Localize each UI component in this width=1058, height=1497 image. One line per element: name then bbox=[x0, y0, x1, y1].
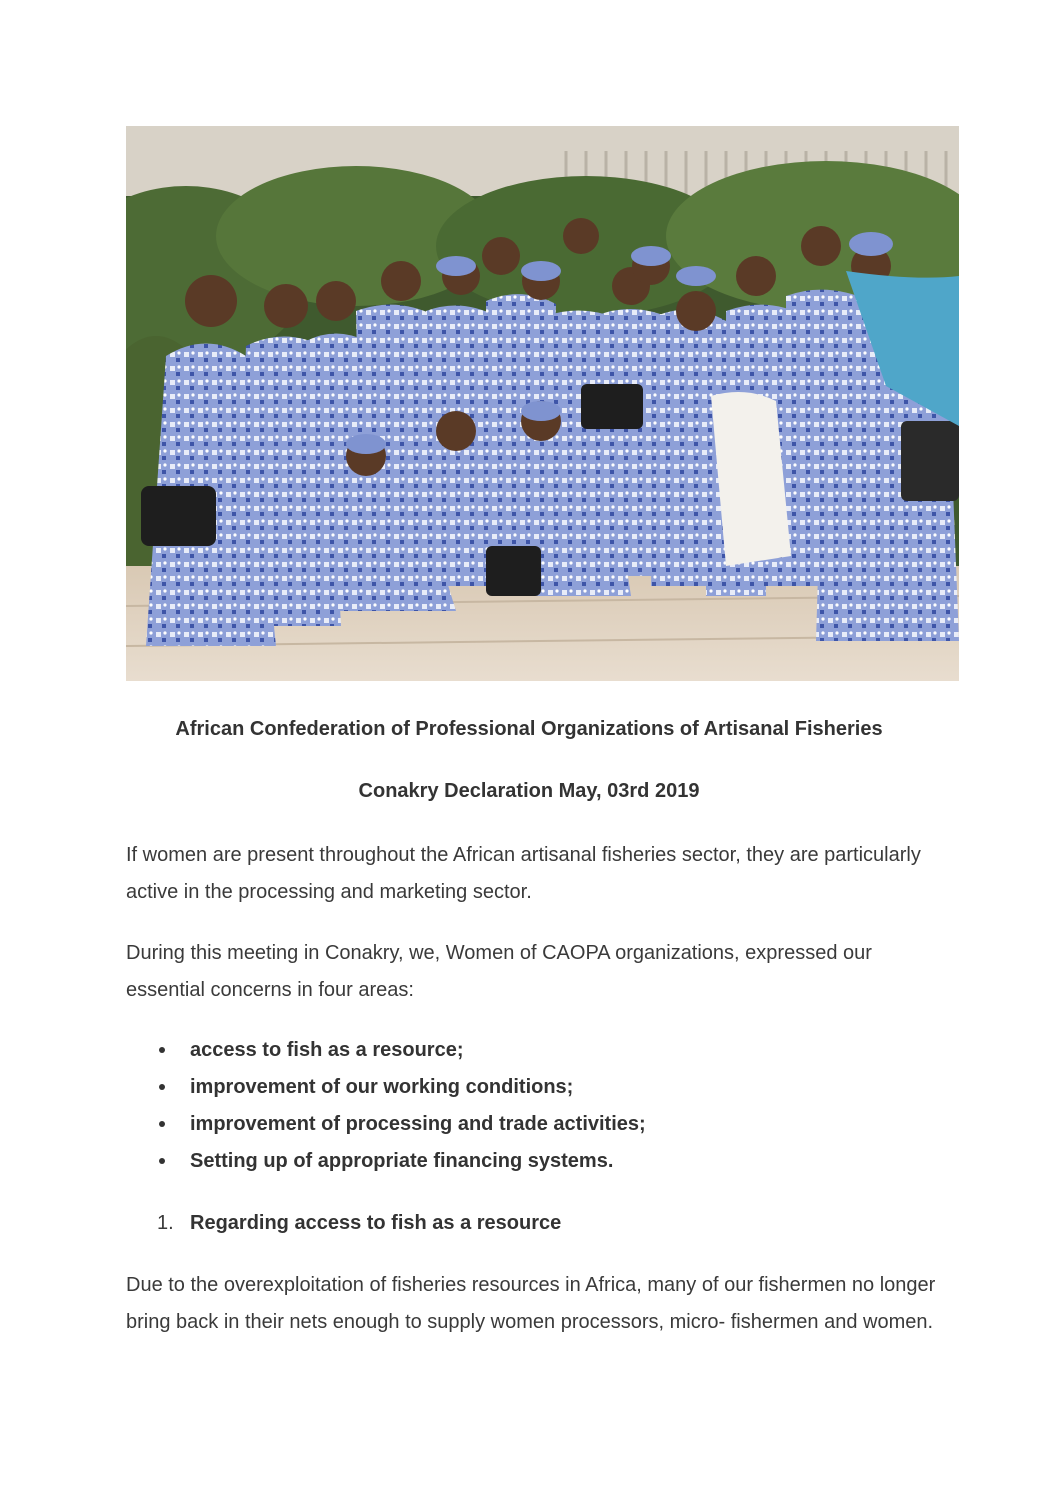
page-subheading: Conakry Declaration May, 03rd 2019 bbox=[358, 780, 700, 802]
group-photo-image bbox=[126, 126, 959, 681]
concerns-list bbox=[126, 1032, 646, 1180]
intro-paragraph: If women are present throughout the African artisanal fisheries sector, they are particularly active in the processing and marketing sector. bbox=[126, 844, 921, 903]
list-item-text: improvement of our working conditions; bbox=[190, 1076, 574, 1098]
bullet-icon bbox=[159, 1047, 165, 1053]
section-title: Regarding access to fish as a resource bbox=[190, 1212, 562, 1234]
page-heading: African Confederation of Professional Organizations of Artisanal Fisheries bbox=[175, 718, 883, 740]
bullet-icon bbox=[159, 1158, 165, 1164]
list-item-text: improvement of processing and trade activities; bbox=[190, 1113, 646, 1135]
list-item-text: access to fish as a resource; bbox=[190, 1039, 464, 1061]
section-paragraph: Due to the overexploitation of fisheries resources in Africa, many of our fishermen no longer bring back in their nets enough to supply women processors, micro- fishermen and women. bbox=[126, 1274, 936, 1333]
section-number: 1. bbox=[157, 1212, 174, 1234]
list-item bbox=[126, 1106, 646, 1143]
list-item bbox=[126, 1143, 646, 1180]
list-item bbox=[126, 1032, 646, 1069]
meeting-paragraph: During this meeting in Conakry, we, Women of CAOPA organizations, expressed our essential concerns in four areas: bbox=[126, 942, 872, 1001]
bullet-icon bbox=[159, 1084, 165, 1090]
group-photo bbox=[126, 126, 959, 681]
list-item bbox=[126, 1069, 646, 1106]
list-item-text: Setting up of appropriate financing systems. bbox=[190, 1150, 614, 1172]
bullet-icon bbox=[159, 1121, 165, 1127]
